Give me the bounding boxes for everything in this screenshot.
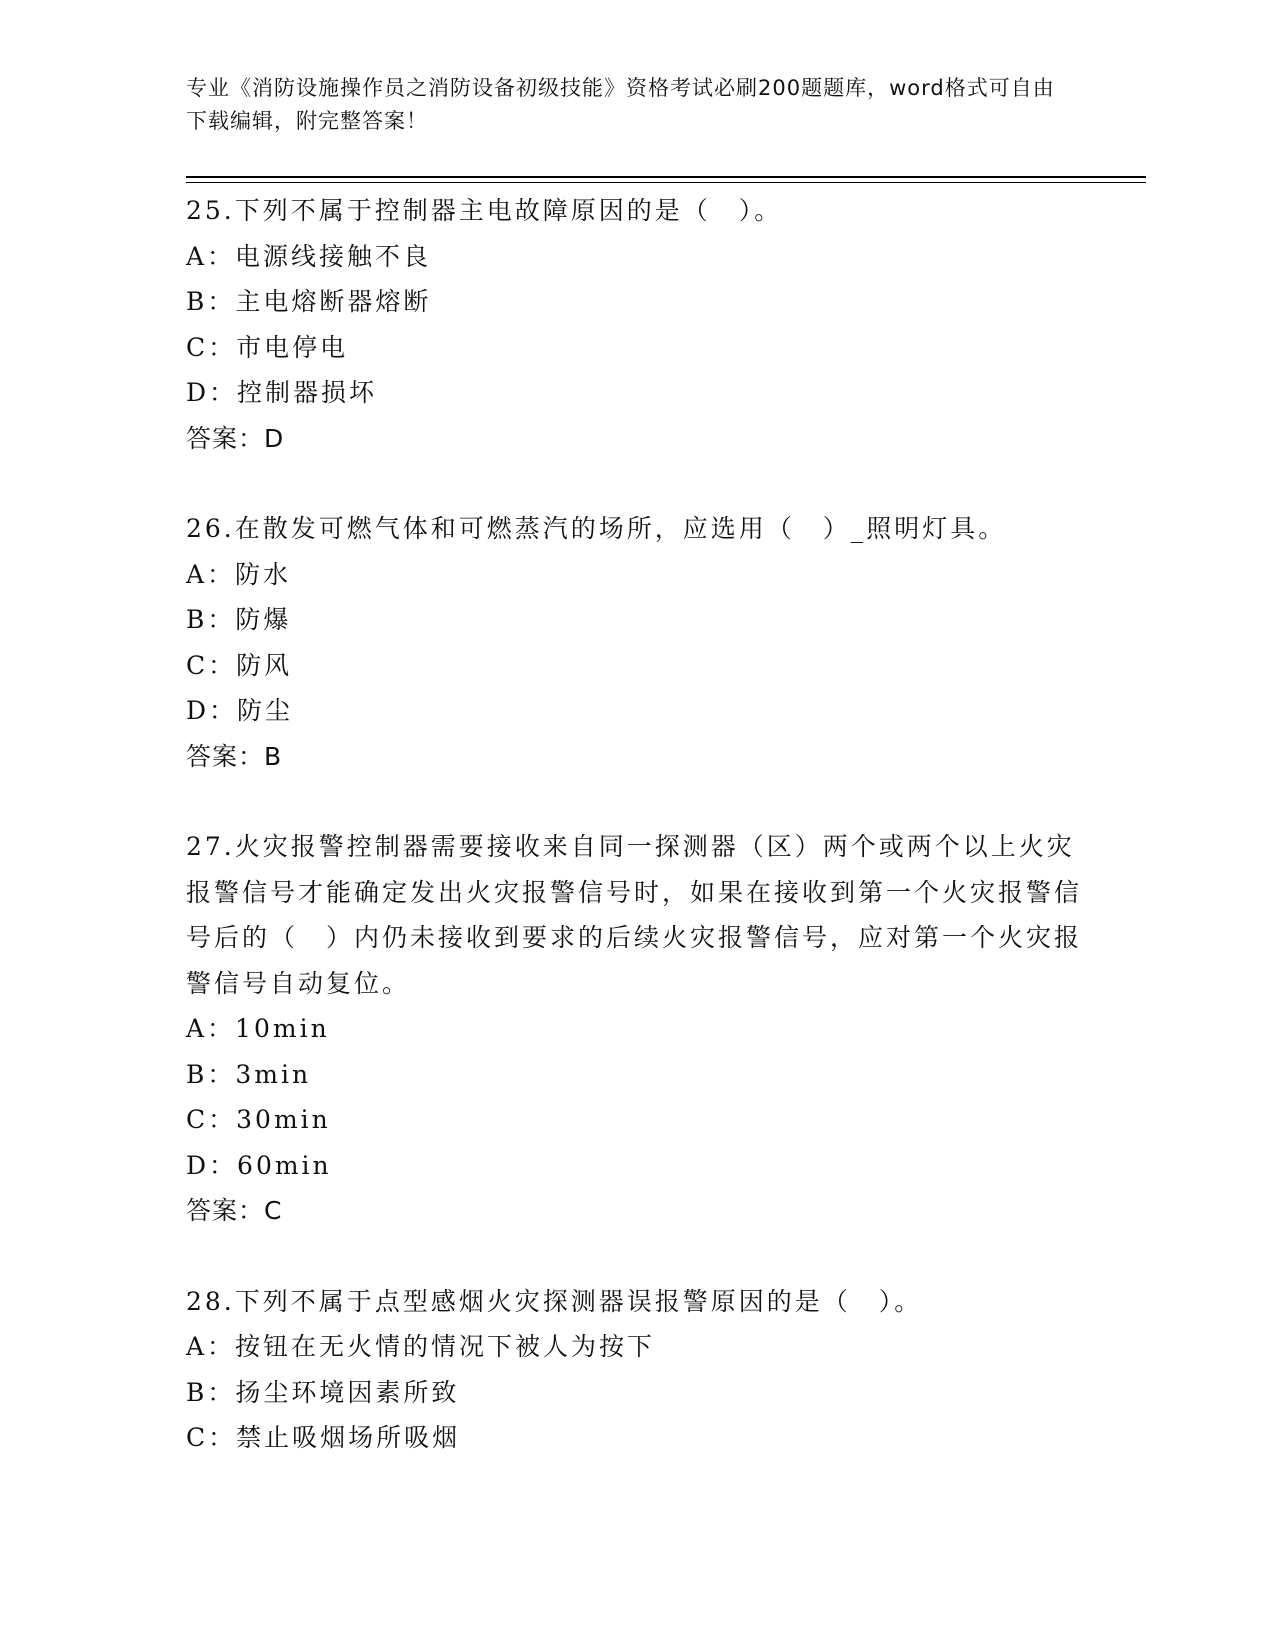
option-c: C：防风 — [186, 650, 293, 680]
option-d: D：防尘 — [186, 696, 294, 725]
option-a: A：电源线接触不良 — [186, 241, 432, 271]
question-item — [186, 506, 1086, 779]
option-b: B：3min — [186, 1059, 312, 1089]
question-stem: 25.下列不属于控制器主电故障原因的是（ ）。 — [186, 196, 783, 225]
answer-line: 答案：B — [186, 741, 283, 771]
option-c: C：市电停电 — [186, 332, 349, 362]
question-stem: 28.下列不属于点型感烟火灾探测器误报警原因的是（ ）。 — [186, 1286, 923, 1316]
question-item — [186, 824, 1086, 1234]
header-rule-thick — [186, 176, 1146, 178]
question-list — [186, 188, 1086, 1506]
document-header: 专业《消防设施操作员之消防设备初级技能》资格考试必刷200题题库，word格式可自由下载编辑，附完整答案！ — [186, 76, 1055, 133]
question-stem: 27.火灾报警控制器需要接收来自同一探测器（区）两个或两个以上火灾报警信号才能确定发出火灾报警信号时，如果在接收到第一个火灾报警信号后的（ ）内仍未接收到要求的后续火灾报警信号，应对第一个火灾报警信号自动复位。 — [186, 832, 1083, 998]
option-c: C：禁止吸烟场所吸烟 — [186, 1423, 461, 1452]
option-c: C：30min — [186, 1105, 331, 1134]
option-b: B：扬尘环境因素所致 — [186, 1377, 460, 1407]
option-a: A：按钮在无火情的情况下被人为按下 — [186, 1332, 656, 1361]
question-item — [186, 1279, 1086, 1461]
answer-line: 答案：C — [186, 1196, 283, 1225]
option-d: D：60min — [186, 1150, 332, 1180]
option-b: B：防爆 — [186, 605, 292, 634]
option-a: A：防水 — [186, 559, 292, 589]
question-item — [186, 188, 1086, 461]
option-b: B：主电熔断器熔断 — [186, 287, 432, 316]
option-d: D：控制器损坏 — [186, 378, 378, 407]
header-rule-thin — [186, 182, 1146, 183]
question-stem: 26.在散发可燃气体和可燃蒸汽的场所，应选用（ ）_照明灯具。 — [186, 514, 1007, 543]
answer-line: 答案：D — [186, 423, 285, 453]
option-a: A：10min — [186, 1014, 330, 1043]
